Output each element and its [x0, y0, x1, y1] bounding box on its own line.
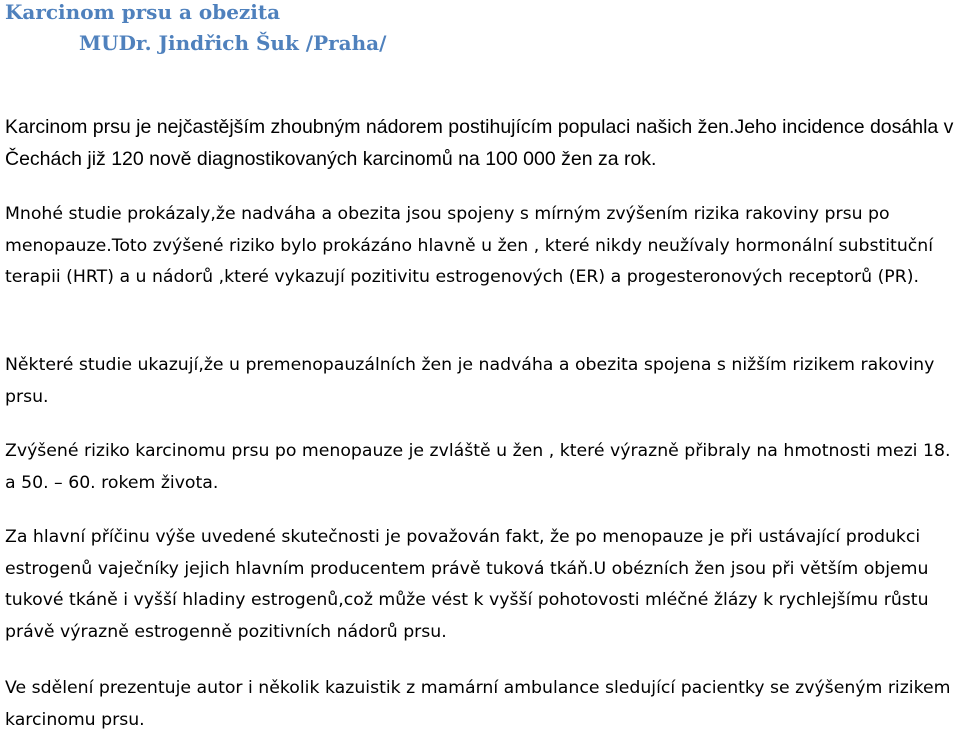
- document-title: Karcinom prsu a obezita: [5, 0, 281, 24]
- paragraph-weight-gain: Zvýšené riziko karcinomu prsu po menopauze je zvláště u žen , které výrazně přibraly na hmotnosti mezi 18. a 50. – 60. rokem života.: [5, 441, 951, 493]
- paragraph-postmenopausal-risk: Mnohé studie prokázaly,že nadváha a obezita jsou spojeny s mírným zvýšením rizika rakoviny prsu po menopauze.Toto zvýšené riziko bylo prokázáno hlavně u žen , které nikdy neužívaly hormonální substituční terapii (HRT) a u nádorů ,které vykazují pozitivitu estrogenových (ER) a progesteronových receptorů (PR).: [5, 204, 934, 287]
- paragraph-case-reports: Ve sdělení prezentuje autor i několik kazuistik z mamární ambulance sledující pacientky se zvýšeným rizikem karcinomu prsu.: [5, 678, 951, 730]
- paragraph-cause: Za hlavní příčinu výše uvedené skutečnosti je považován fakt, že po menopauze je při ustávající produkci estrogenů vaječníky jejich hlavním producentem právě tuková tkáň.U obézních žen jsou při větším objemu tukové tkáně i vyšší hladiny estrogenů,což může vést k vyšší pohotovosti mléčné žlázy k rychlejšímu růstu právě výrazně estrogenně pozitivních nádorů prsu.: [5, 527, 929, 642]
- paragraph-incidence: Karcinom prsu je nejčastějším zhoubným nádorem postihujícím populaci našich žen.Jeho incidence dosáhla v Čechách již 120 nově diagnostikovaných karcinomů na 100 000 žen za rok.: [5, 116, 954, 170]
- paragraph-premenopausal-risk: Některé studie ukazují,že u premenopauzálních žen je nadváha a obezita spojena s nižším rizikem rakoviny prsu.: [5, 355, 935, 407]
- document-author: MUDr. Jindřich Šuk /Praha/: [79, 31, 387, 55]
